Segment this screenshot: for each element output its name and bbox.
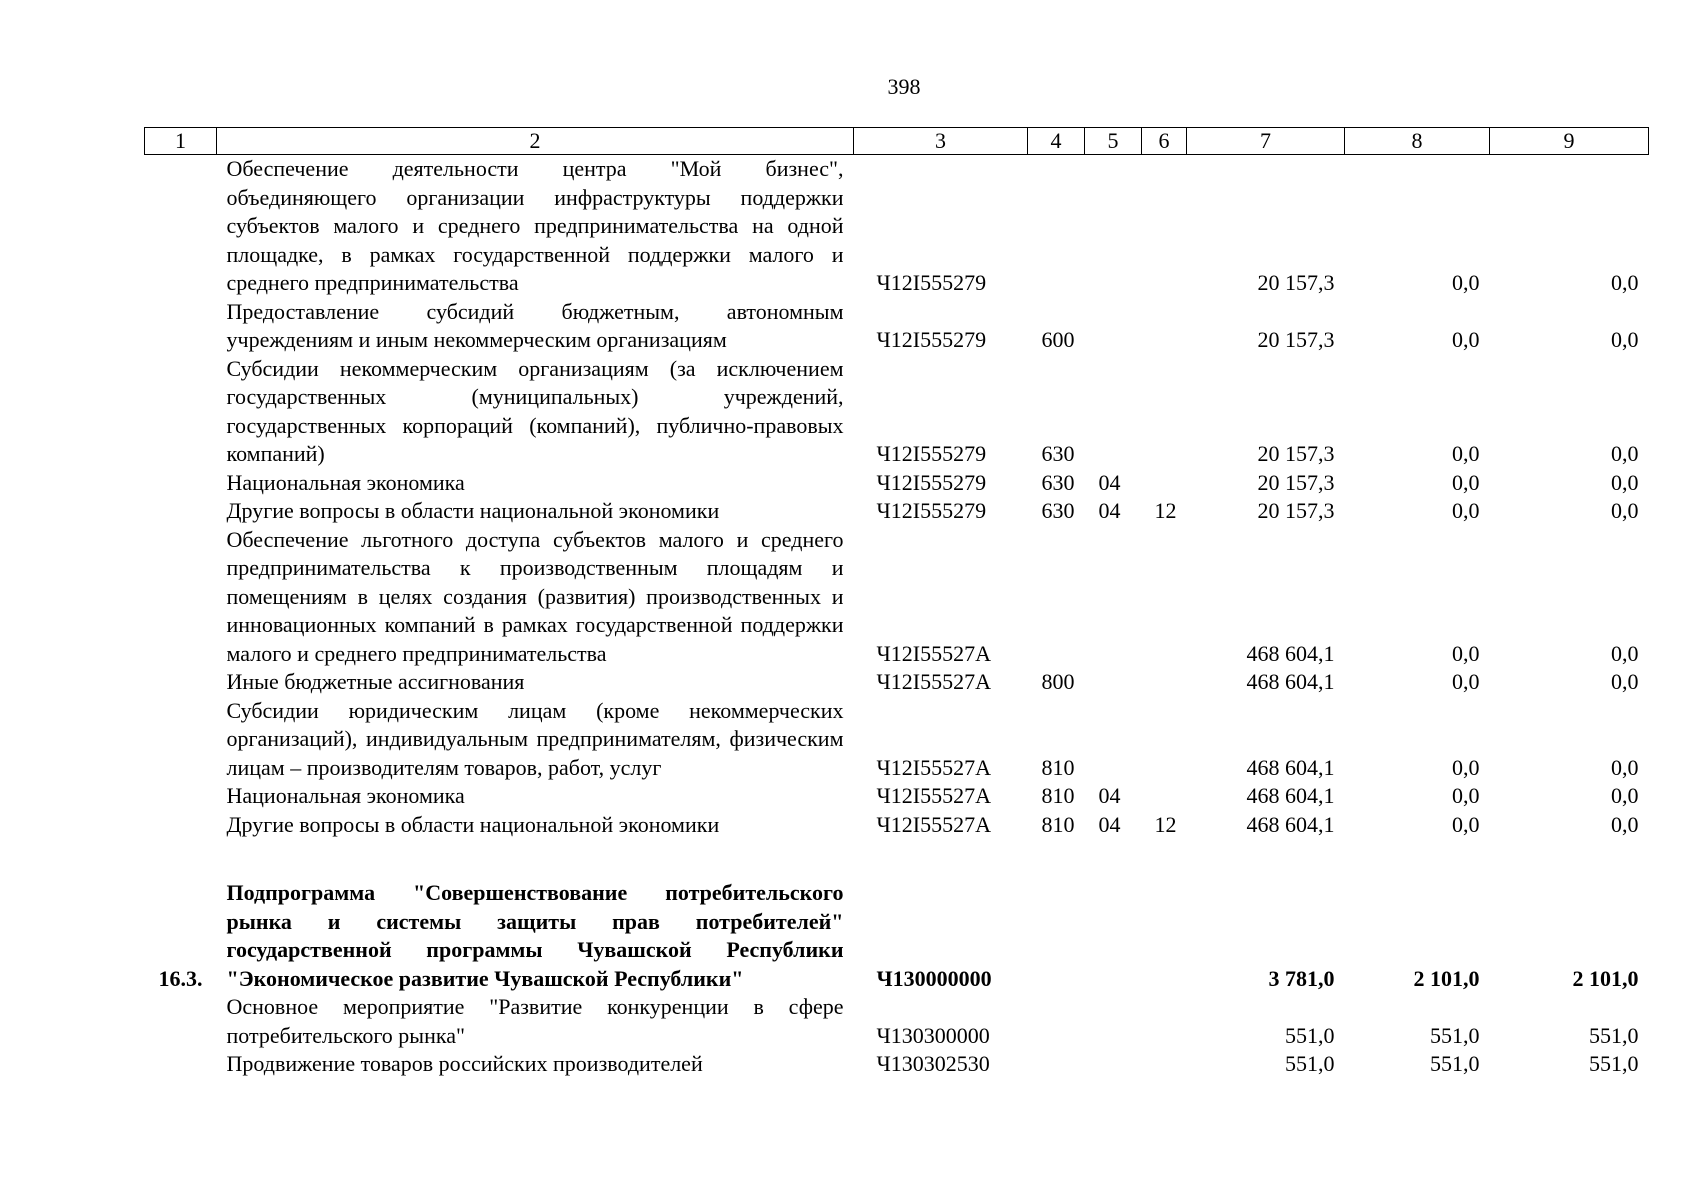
header-col-4: 4 [1028,128,1085,155]
row-amount-col8: 0,0 [1452,270,1480,295]
table-row [145,782,1649,811]
row-expense-type: 810 [1041,783,1075,808]
row-amount-col7: 20 157,3 [1257,498,1335,523]
row-subsection [1142,879,1187,993]
row-amount-col9: 551,0 [1589,1022,1639,1048]
table-row [145,668,1649,697]
row-section [1085,355,1142,469]
row-amount-col7: 551,0 [1285,1051,1335,1076]
row-amount-col8: 551,0 [1430,1051,1480,1076]
row-target-code: Ч12I555279 [876,270,987,295]
row-amount-col7: 20 157,3 [1257,327,1335,352]
row-section [1085,155,1142,298]
table-row [145,469,1649,498]
row-amount-col7: 468 604,1 [1246,640,1335,666]
row-target-code: Ч12I55527А [876,669,992,694]
row-amount-col8: 0,0 [1452,469,1480,495]
row-amount-col9: 0,0 [1611,811,1639,837]
row-section [1085,993,1142,1050]
row-number [145,782,217,811]
row-target-code: Ч12I55527А [876,783,992,808]
row-amount-col8: 0,0 [1452,327,1480,352]
header-row [145,128,1649,155]
row-amount-col7: 3 781,0 [1268,965,1335,991]
row-amount-col9: 0,0 [1611,441,1639,466]
row-target-code: Ч12I555279 [876,327,987,352]
row-subsection [1142,993,1187,1050]
row-description: Продвижение товаров российских производителей [226,1051,703,1076]
row-description: Другие вопросы в области национальной экономики [226,811,720,837]
table-row [145,993,1649,1050]
row-amount-col9: 0,0 [1611,498,1639,523]
header-col-1: 1 [145,128,217,155]
row-amount-col9: 0,0 [1611,754,1639,780]
row-expense-type: 800 [1041,669,1075,694]
row-target-code: Ч12I55527А [876,640,992,666]
table-row [145,697,1649,783]
row-section [1085,298,1142,355]
row-amount-col9: 0,0 [1611,669,1639,694]
row-subsection [1142,668,1187,697]
row-section [1085,879,1142,993]
row-amount-col8: 0,0 [1452,669,1480,694]
row-target-code: Ч12I555279 [876,469,987,495]
row-description: Субсидии юридическим лицам (кроме некоммерческих организаций), индивидуальным предпринимателям, физическим лицам – производителям товаров, работ, услуг [226,697,844,780]
row-expense-type: 630 [1041,498,1075,523]
table-row [145,355,1649,469]
row-amount-col9: 0,0 [1611,469,1639,495]
row-expense-type: 630 [1041,441,1075,466]
row-section [1085,697,1142,783]
row-amount-col7: 20 157,3 [1257,441,1335,466]
row-description: Национальная экономика [226,783,465,808]
row-amount-col7: 468 604,1 [1246,754,1335,780]
header-col-6: 6 [1142,128,1187,155]
row-description: Подпрограмма "Совершенствование потребительского рынка и системы защиты прав потребителей" государственной программы Чувашской Республики "Экономическое развитие Чувашской Республики" [226,880,844,991]
row-amount-col8: 2 101,0 [1413,965,1480,991]
row-amount-col7: 20 157,3 [1257,270,1335,295]
row-subsection [1142,697,1187,783]
table-row [145,298,1649,355]
row-description: Иные бюджетные ассигнования [226,669,525,694]
row-expense-type [1028,155,1085,298]
table-row [145,155,1649,298]
row-amount-col7: 20 157,3 [1257,469,1335,495]
row-number [145,497,217,526]
row-section: 04 [1098,498,1121,523]
table-row [145,497,1649,526]
row-amount-col7: 551,0 [1285,1022,1335,1048]
row-number: 16.3. [158,965,203,991]
row-target-code: Ч12I55527А [876,811,992,837]
row-description: Национальная экономика [226,469,465,495]
spacer-cell [145,839,1649,879]
row-amount-col9: 0,0 [1611,327,1639,352]
row-amount-col7: 468 604,1 [1246,811,1335,837]
header-col-7: 7 [1187,128,1345,155]
row-description: Субсидии некоммерческим организациям (за исключением государственных (муниципальных) учреждений, государственных корпораций (компаний), публично-правовых компаний) [226,355,844,466]
row-expense-type: 810 [1041,811,1075,837]
header-col-3: 3 [854,128,1028,155]
row-number [145,993,217,1050]
row-subsection [1142,526,1187,669]
row-number [145,811,217,840]
row-subsection [1142,1050,1187,1079]
row-target-code: Ч12I555279 [876,441,987,466]
row-description: Обеспечение льготного доступа субъектов малого и среднего предпринимательства к производственным площадям и помещениям в целях создания (развития) производственных и инновационных компаний в рамках государственной поддержки малого и среднего предпринимательства [226,526,844,666]
row-subsection: 12 [1154,498,1177,523]
row-expense-type: 810 [1041,754,1075,780]
row-amount-col8: 0,0 [1452,783,1480,808]
row-number [145,298,217,355]
row-expense-type: 630 [1041,469,1075,495]
row-number [145,155,217,298]
row-target-code: Ч130000000 [876,965,992,991]
row-amount-col9: 0,0 [1611,270,1639,295]
row-amount-col9: 2 101,0 [1572,965,1639,991]
row-subsection [1142,782,1187,811]
row-amount-col8: 0,0 [1452,811,1480,837]
row-number [145,1050,217,1079]
spacer-row [145,839,1649,879]
row-number [145,526,217,669]
row-expense-type: 600 [1041,327,1075,352]
row-description: Предоставление субсидий бюджетным, автономным учреждениям и иным некоммерческим организациям [226,298,844,352]
row-section [1085,526,1142,669]
row-subsection [1142,469,1187,498]
row-amount-col8: 551,0 [1430,1022,1480,1048]
row-number [145,668,217,697]
row-amount-col7: 468 604,1 [1246,783,1335,808]
row-description: Основное мероприятие "Развитие конкуренции в сфере потребительского рынка" [226,994,844,1048]
row-subsection: 12 [1154,811,1177,837]
header-col-8: 8 [1345,128,1490,155]
row-description: Обеспечение деятельности центра "Мой бизнес", объединяющего организации инфраструктуры поддержки субъектов малого и среднего предпринимательства на одной площадке, в рамках государственной поддержки малого и среднего предпринимательства [226,156,844,295]
row-target-code: Ч130300000 [876,1022,990,1048]
page-number: 398 [887,74,921,99]
row-subsection [1142,155,1187,298]
row-expense-type [1028,879,1085,993]
row-amount-col9: 0,0 [1611,640,1639,666]
row-amount-col8: 0,0 [1452,498,1480,523]
row-section: 04 [1098,783,1121,808]
row-amount-col9: 551,0 [1589,1051,1639,1076]
row-description: Другие вопросы в области национальной экономики [226,498,720,523]
row-section [1085,1050,1142,1079]
row-amount-col8: 0,0 [1452,754,1480,780]
header-col-9: 9 [1490,128,1649,155]
header-col-5: 5 [1085,128,1142,155]
row-expense-type [1028,993,1085,1050]
row-amount-col9: 0,0 [1611,783,1639,808]
budget-table [144,127,1649,1079]
row-amount-col8: 0,0 [1452,441,1480,466]
row-expense-type [1028,526,1085,669]
row-section [1085,668,1142,697]
table-row [145,879,1649,993]
row-number [145,355,217,469]
table-row [145,526,1649,669]
row-subsection [1142,355,1187,469]
row-section: 04 [1098,469,1121,495]
row-target-code: Ч12I55527А [876,754,992,780]
row-expense-type [1028,1050,1085,1079]
header-col-2: 2 [217,128,854,155]
row-number [145,469,217,498]
table-row [145,1050,1649,1079]
row-section: 04 [1098,811,1121,837]
row-amount-col7: 468 604,1 [1246,669,1335,694]
row-number [145,697,217,783]
row-subsection [1142,298,1187,355]
row-target-code: Ч130302530 [876,1051,990,1076]
table-row [145,811,1649,840]
row-amount-col8: 0,0 [1452,640,1480,666]
row-target-code: Ч12I555279 [876,498,987,523]
